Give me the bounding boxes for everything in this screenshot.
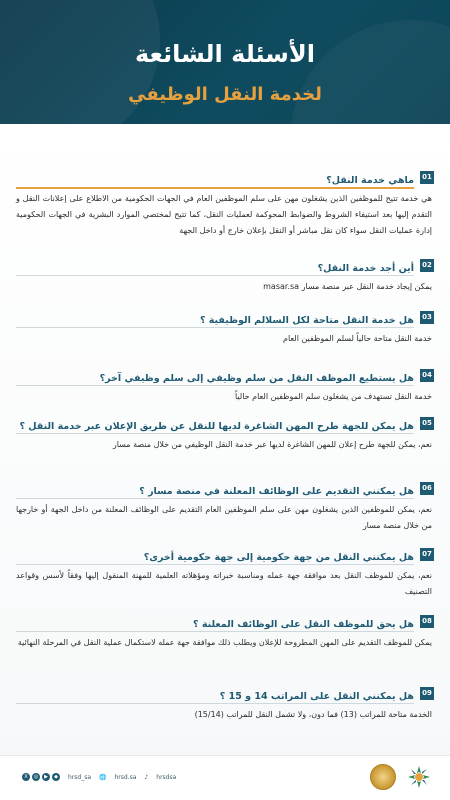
logos — [370, 764, 432, 790]
faq-question-row — [16, 684, 434, 704]
faq-number-badge: 03 — [420, 311, 434, 324]
vision-seal-logo — [370, 764, 396, 790]
social-icons — [22, 773, 60, 781]
faq-answer: خدمة النقل متاحة حالياً لسلم الموظفين العام — [283, 334, 432, 343]
divider — [16, 433, 414, 434]
faq-answer: نعم، يمكن للموظفين الذين يشغلون مهن على سلم الموظفين العام التقديم على الوظائف المعلنة من داخل الجهة أو خارجها من خلال منصة مسار — [16, 505, 432, 530]
faq-question-row — [16, 545, 434, 565]
faq-number-badge: 09 — [420, 687, 434, 700]
faq-item — [16, 684, 434, 723]
faq-number-badge: 05 — [420, 417, 434, 430]
faq-item — [16, 414, 434, 453]
faq-item — [16, 168, 434, 239]
social-links — [22, 773, 176, 781]
faq-number-badge: 08 — [420, 615, 434, 628]
faq-question: هل يستطيع الموظف النقل من سلم وظيفي إلى سلم وظيفي آخر؟ — [99, 373, 414, 384]
faq-answer: يمكن للموظف التقديم على المهن المطروحة للإعلان ويطلب ذلك موافقة جهة عمله لاستكمال عملية النقل في المرحلة النهائية — [17, 638, 432, 647]
faq-item — [16, 612, 434, 651]
faq-answer: خدمة النقل تستهدف من يشغلون سلم الموظفين العام حالياً — [234, 392, 432, 401]
faq-number-badge: 04 — [420, 369, 434, 382]
divider — [16, 564, 414, 565]
faq-question: هل يمكنني التقديم على الوظائف المعلنة في منصة مسار ؟ — [139, 486, 414, 497]
faq-question: ماهي خدمة النقل؟ — [326, 175, 414, 186]
divider — [16, 275, 414, 276]
faq-question: هل يحق للموظف النقل على الوظائف المعلنة ؟ — [193, 619, 414, 630]
faq-question: هل يمكنني النقل من جهة حكومية إلى جهة حكومية أخرى؟ — [143, 552, 414, 563]
faq-answer: يمكن إيجاد خدمة النقل عبر منصة مسار masar.sa — [263, 282, 432, 291]
faq-question-row — [16, 168, 434, 188]
faq-question: هل يمكنني النقل على المراتب 14 و 15 ؟ — [219, 691, 414, 702]
page-footer — [0, 755, 450, 800]
website-handle[interactable]: hrsd.sa — [114, 773, 137, 781]
faq-item — [16, 366, 434, 405]
divider — [16, 703, 414, 704]
faq-question-row — [16, 479, 434, 499]
page-subtitle: لخدمة النقل الوظيفي — [128, 84, 322, 105]
faq-number-badge: 06 — [420, 482, 434, 495]
faq-answer: نعم، يمكن للموظف النقل بعد موافقة جهة عمله ومناسبة خبراته ومؤهلاته العلمية للمهنة المنقول إليها وفقاً لأسس وقواعد التصنيف — [16, 571, 432, 596]
other-handle[interactable]: hrsdsa — [156, 773, 177, 781]
faq-question: هل يمكن للجهة طرح المهن الشاغرة لديها للنقل عن طريق الإعلان عبر خدمة النقل ؟ — [19, 421, 414, 432]
faq-question-row — [16, 414, 434, 434]
snapchat-icon[interactable]: ◆ — [52, 773, 60, 781]
faq-question-row — [16, 366, 434, 386]
divider — [16, 631, 414, 632]
page-title: الأسئلة الشائعة — [135, 40, 315, 68]
instagram-icon[interactable]: ◎ — [33, 774, 39, 780]
divider — [16, 327, 414, 328]
faq-item — [16, 479, 434, 534]
faq-number-badge: 02 — [420, 259, 434, 272]
divider — [16, 498, 414, 499]
faq-question-row — [16, 256, 434, 276]
tiktok-icon: ♪ — [144, 773, 149, 781]
youtube-icon[interactable]: ▶ — [42, 773, 50, 781]
divider — [16, 187, 414, 189]
faq-answer: الخدمة متاحة للمراتب (13) فما دون، ولا تشمل النقل للمراتب (15/14) — [194, 710, 432, 719]
x-icon[interactable]: X — [22, 773, 30, 781]
divider — [16, 385, 414, 386]
web-icon: 🌐 — [99, 773, 107, 781]
faq-question: هل خدمة النقل متاحة لكل السلالم الوظيفية ؟ — [199, 315, 414, 326]
faq-question-row — [16, 612, 434, 632]
header-decoration — [290, 20, 450, 124]
faq-number-badge: 01 — [420, 171, 434, 184]
faq-item — [16, 256, 434, 295]
faq-item — [16, 308, 434, 347]
page-header — [0, 0, 450, 124]
faq-item — [16, 545, 434, 600]
faq-answer: هي خدمة تتيح للموظفين الذين يشغلون مهن على سلم الموظفين العام في الجهات الحكومية من الاطلاع على إعلانات النقل و التقدم إليها بعد استيفاء الشروط والضوابط المحوكمة لعمليات النقل، كما تتيح لمختصي الموارد البشرية في الجهات الحكومية إدارة عمليات النقل سواء كان نقل مباشر أو النقل بإعلان خارج أو داخل الجهة — [16, 194, 432, 235]
faq-answer: نعم، يمكن للجهة طرح إعلان للمهن الشاغرة لديها عبر خدمة النقل الوظيفي من خلال منصة مسار — [112, 440, 432, 449]
social-handle[interactable]: hrsd_sa — [68, 773, 92, 781]
faq-question: أين أجد خدمة النقل؟ — [317, 263, 414, 274]
faq-question-row — [16, 308, 434, 328]
faq-number-badge: 07 — [420, 548, 434, 561]
ministry-logo — [406, 764, 432, 790]
